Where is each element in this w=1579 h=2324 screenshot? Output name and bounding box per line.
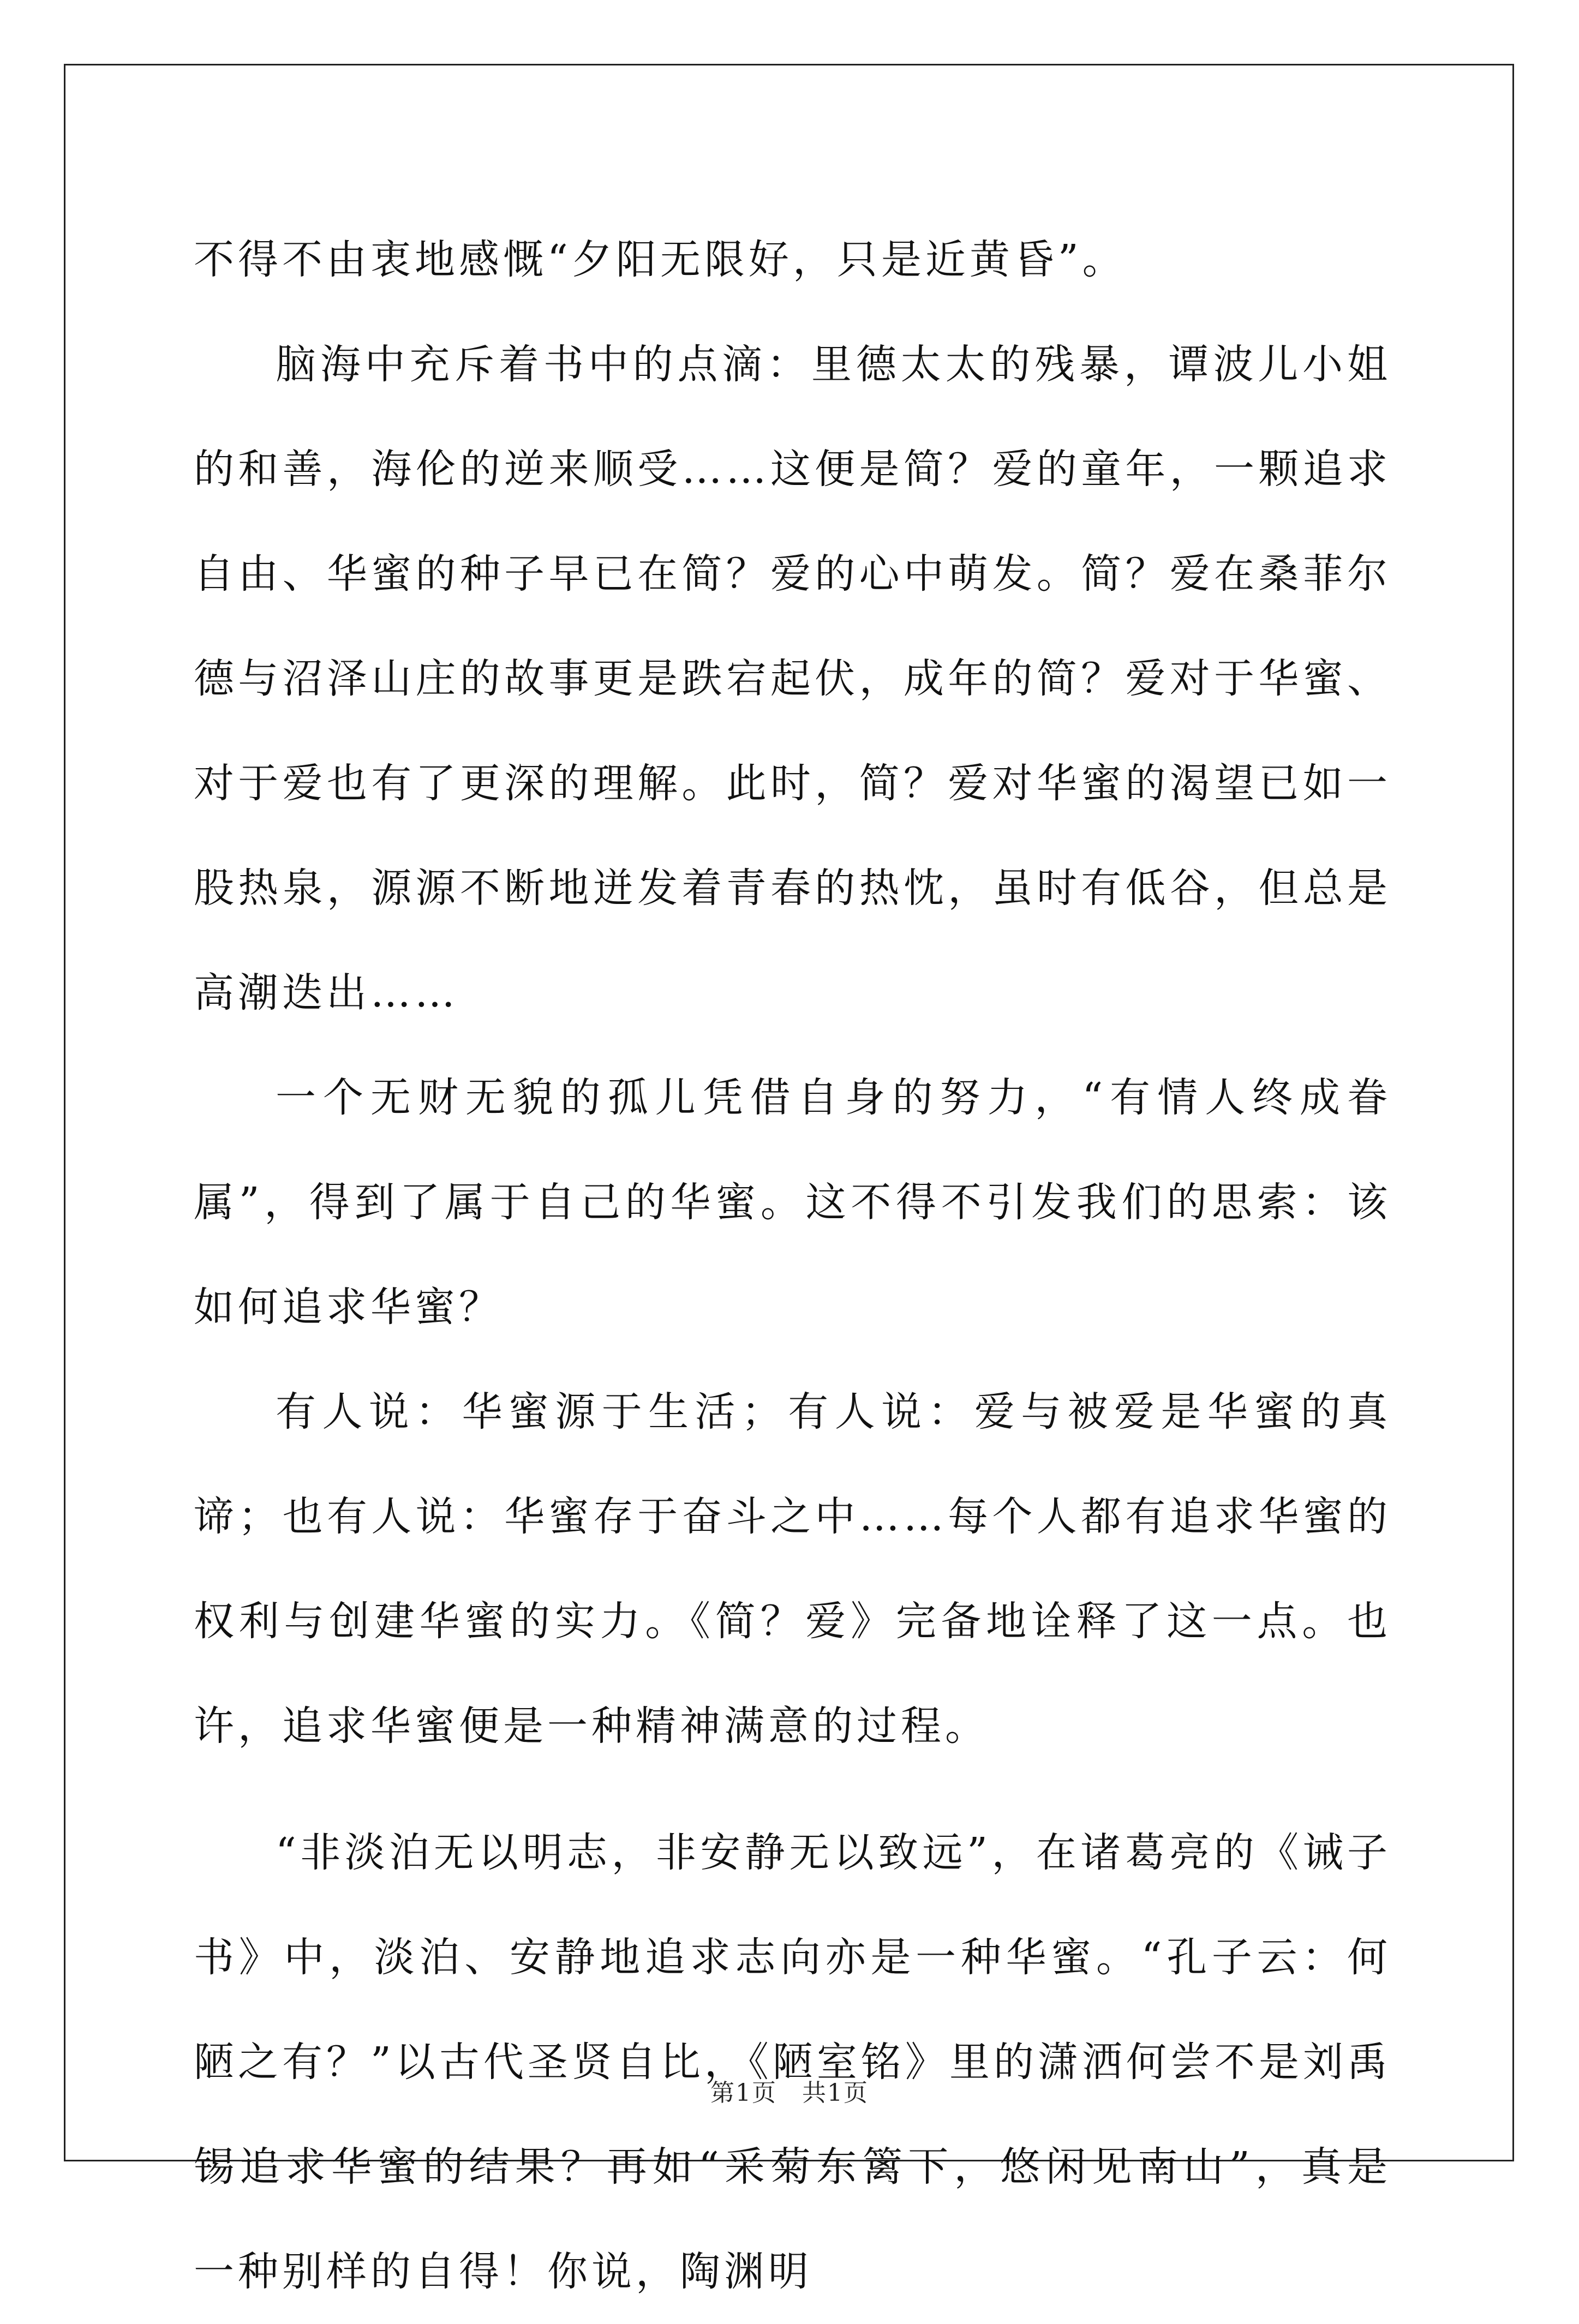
paragraph-3: 一个无财无貌的孤儿凭借自身的努力，“有情人终成眷属”，得到了属于自己的华蜜。这不得不引发我们的思索：该如何追求华蜜？ [194,1074,1391,1331]
paragraph-1: 不得不由衷地感慨“夕阳无限好，只是近黄昏”。 [194,236,1127,283]
document-body [194,207,1391,2324]
paragraph-2: 脑海中充斥着书中的点滴：里德太太的残暴，谭波儿小姐的和善，海伦的逆来顺受……这便是简？爱的童年，一颗追求自由、华蜜的种子早已在简？爱的心中萌发。简？爱在桑菲尔德与沼泽山庄的故事更是跌宕起伏，成年的简？爱对于华蜜、对于爱也有了更深的理解。此时，简？爱对华蜜的渴望已如一股热泉，源源不断地迸发着青春的热忱，虽时有低谷，但总是高潮迭出…… [194,341,1391,1016]
paragraph-4: 有人说：华蜜源于生活；有人说：爱与被爱是华蜜的真谛；也有人说：华蜜存于奋斗之中……每个人都有追求华蜜的权利与创建华蜜的实力。《简？爱》完备地诠释了这一点。也许，追求华蜜便是一种精神满意的过程。 [194,1388,1391,1750]
page-number-footer: 第1页 共1页 [710,2079,869,2107]
paragraph-5: “非淡泊无以明志，非安静无以致远”，在诸葛亮的《诫子书》中，淡泊、安静地追求志向亦是一种华蜜。“孔子云：何陋之有？”以古代圣贤自比，《陋室铭》里的潇洒何尝不是刘禹锡追求华蜜的结果？再如“采菊东篱下，悠闲见南山”，真是一种别样的自得！你说，陶渊明 [194,1829,1391,2295]
